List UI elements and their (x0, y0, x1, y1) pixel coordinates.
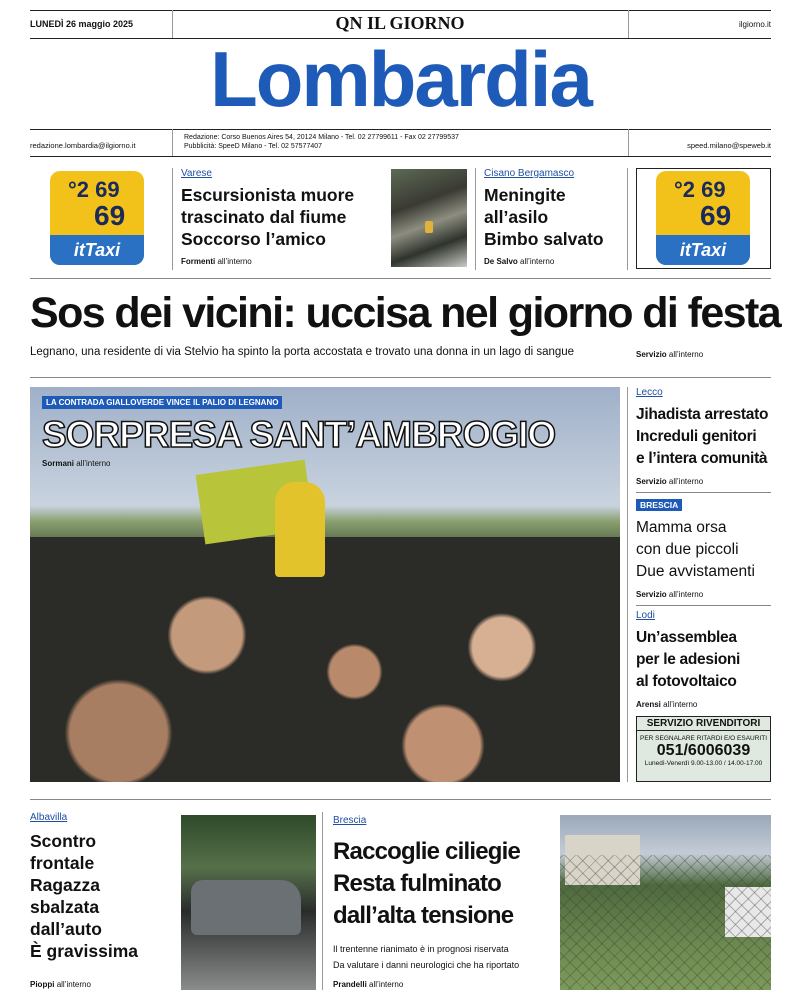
feature-headline[interactable]: SORPRESA SANT’AMBROGIO (42, 414, 556, 455)
story-varese-headline[interactable] (181, 184, 354, 250)
story-varese-tag[interactable]: Varese (181, 168, 212, 179)
pubblicita-info: Pubblicità: SpeeD Milano - Tel. 02 57577407 (184, 143, 323, 150)
headline-line: all’asilo (484, 207, 549, 227)
author: Prandelli (333, 980, 367, 989)
sidebar-brescia-headline[interactable] (636, 517, 755, 583)
taxi-number-top: °2 69 (68, 177, 120, 202)
author: Sormani (42, 459, 75, 468)
headline-line: Un’assemblea (636, 629, 737, 646)
section-title: Lombardia (210, 35, 591, 123)
issue-date: LUNEDÌ 26 maggio 2025 (30, 19, 134, 29)
headline-line: dall’auto (30, 919, 102, 939)
car-crash-photo (181, 815, 316, 990)
taxi-ad-left[interactable] (50, 171, 144, 265)
taxi-brand: itTaxi (656, 235, 750, 265)
bottom-albavilla-credit (30, 980, 91, 989)
author: Servizio (636, 477, 667, 486)
sidebar-brescia-tag[interactable]: BRESCIA (636, 499, 682, 511)
lead-summary: Legnano, una residente di via Stelvio ha spinto la porta accostata e trovato una donna in un lago di sangue (30, 346, 575, 358)
author: Arensi (636, 700, 661, 709)
author: Servizio (636, 590, 667, 599)
credit-suffix: all’interno (369, 980, 404, 989)
headline-line: Ragazza (30, 875, 101, 895)
fence (560, 855, 771, 990)
bottom-albavilla-headline[interactable] (30, 830, 138, 962)
author: Formenti (181, 257, 216, 266)
headline-line: trascinato dal fiume (181, 207, 347, 227)
headline-line: Increduli genitori (636, 428, 757, 445)
sidebar-brescia-credit (636, 590, 703, 599)
author: Pioppi (30, 980, 55, 989)
lead-credit (636, 350, 703, 359)
taxi-number-top: °2 69 (674, 177, 726, 202)
feature-credit (42, 459, 111, 468)
crowd-area (30, 537, 620, 782)
taxi-number-bottom: 69 (94, 200, 126, 231)
paper-logo: QN IL GIORNO (335, 13, 465, 33)
headline-line: Raccoglie ciliegie (333, 838, 521, 865)
credit-suffix: all’interno (663, 700, 698, 709)
sidebar-lecco-headline[interactable] (636, 404, 768, 470)
sidebar-lodi-credit (636, 700, 697, 709)
headline-line: frontale (30, 853, 95, 873)
headline-line: sbalzata (30, 897, 100, 917)
headline-line: Escursionista muore (181, 185, 355, 205)
feature-kicker: LA CONTRADA GIALLOVERDE VINCE IL PALIO DI LEGNANO (42, 396, 282, 409)
bottom-brescia-sub-1: Il trentenne rianimato è in prognosi riservata (333, 944, 509, 954)
bottom-brescia-headline[interactable] (333, 836, 520, 932)
service-hours: Lunedì-Venerdì 9.00-13.00 / 14.00-17.00 (644, 760, 763, 767)
headline-line: Scontro (30, 831, 97, 851)
headline-line: per le adesioni (636, 651, 741, 668)
bottom-brescia-sub-2: Da valutare i danni neurologici che ha riportato (333, 960, 520, 970)
wrecked-car (191, 880, 301, 935)
service-box (636, 716, 771, 782)
jockey-figure (275, 482, 325, 577)
headline-line: È gravissima (30, 941, 138, 961)
story-cisano-tag[interactable]: Cisano Bergamasco (484, 168, 575, 179)
service-subtitle: PER SEGNALARE RITARDI E/O ESAURITI (639, 735, 768, 742)
headline-line: Due avvistamenti (636, 563, 755, 580)
taxi-number-bottom: 69 (700, 200, 732, 231)
author: Servizio (636, 350, 667, 359)
headline-line: e l’intera comunità (636, 450, 768, 467)
headline-line: Mamma orsa (636, 519, 727, 536)
headline-line: Resta fulminato (333, 870, 502, 897)
headline-line: con due piccoli (636, 541, 739, 558)
credit-suffix: all’interno (56, 980, 91, 989)
sidebar-lecco-tag[interactable]: Lecco (636, 387, 663, 398)
redazione-info: Redazione: Corso Buenos Aires 54, 20124 Milano - Tel. 02 27799611 - Fax 02 27799537 (184, 134, 459, 141)
email-left[interactable]: redazione.lombardia@ilgiorno.it (30, 141, 136, 150)
bottom-brescia-credit (333, 980, 403, 989)
credit-suffix: all’interno (520, 257, 555, 266)
electrocution-scene-photo (560, 815, 771, 990)
sidebar-lodi-tag[interactable]: Lodi (636, 610, 655, 621)
credit-suffix: all’interno (668, 590, 704, 599)
river-photo (391, 169, 467, 267)
headline-line: dall’alta tensione (333, 902, 514, 929)
bottom-albavilla-tag[interactable]: Albavilla (30, 812, 68, 823)
service-phone[interactable]: 051/6006039 (656, 742, 751, 759)
sidebar-lecco-credit (636, 477, 703, 486)
climber-figure (425, 221, 433, 233)
lead-headline[interactable]: Sos dei vicini: uccisa nel giorno di festa (30, 289, 781, 337)
credit-suffix: all’interno (76, 459, 111, 468)
headline-line: Soccorso l’amico (181, 229, 326, 249)
credit-suffix: all’interno (668, 477, 704, 486)
taxi-brand: itTaxi (50, 235, 144, 265)
story-cisano-credit (484, 257, 554, 266)
service-title: SERVIZIO RIVENDITORI (637, 717, 770, 731)
headline-line: Jihadista arrestato (636, 406, 769, 423)
sidebar-lodi-headline[interactable] (636, 627, 740, 693)
email-right[interactable]: speed.milano@speweb.it (687, 141, 771, 150)
headline-line: Bimbo salvato (484, 229, 604, 249)
site-url[interactable]: ilgiorno.it (738, 20, 771, 29)
author: De Salvo (484, 257, 518, 266)
headline-line: Meningite (484, 185, 566, 205)
story-cisano-headline[interactable] (484, 184, 604, 250)
story-varese-credit (181, 257, 252, 266)
credit-suffix: all’interno (668, 350, 704, 359)
headline-line: al fotovoltaico (636, 673, 737, 690)
taxi-ad-right[interactable] (656, 171, 750, 265)
credit-suffix: all’interno (217, 257, 252, 266)
bottom-brescia-tag[interactable]: Brescia (333, 815, 367, 826)
